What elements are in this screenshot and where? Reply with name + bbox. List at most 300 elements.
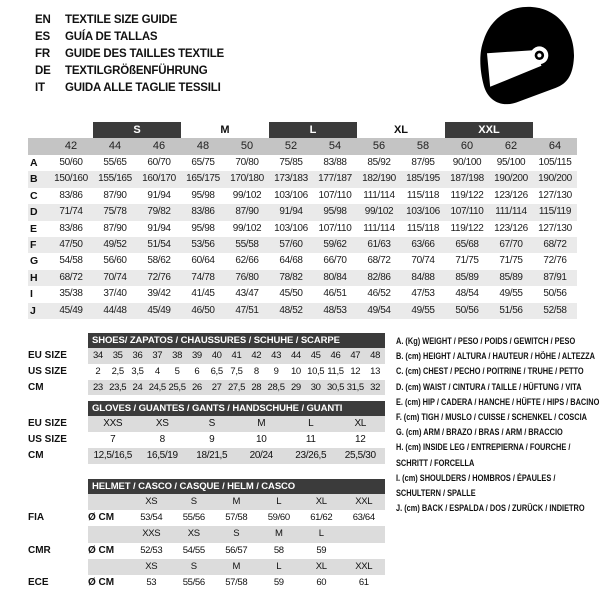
- helmet-value: 57/58: [225, 512, 248, 524]
- helmet-value: 59: [316, 544, 327, 556]
- size-col-header: 50: [225, 138, 269, 155]
- size-value: XS: [138, 416, 188, 432]
- size-value: 68/72: [367, 255, 391, 267]
- size-value: 182/190: [357, 171, 401, 187]
- lang-line-es: [35, 28, 224, 45]
- size-value: 68/72: [49, 270, 93, 286]
- size-col-header: 48: [181, 138, 225, 155]
- helmet-size: L: [258, 559, 301, 575]
- size-value: 48/52: [269, 303, 313, 319]
- size-value: 105/115: [538, 157, 572, 168]
- size-value: 72/76: [543, 255, 567, 267]
- size-value: 25,5/30: [336, 448, 386, 464]
- helmet-value: 61: [358, 576, 369, 588]
- size-value: 24: [128, 380, 148, 396]
- size-value: 12: [355, 434, 366, 445]
- helmet-size: XL: [300, 559, 343, 575]
- helmet-size: M: [258, 526, 301, 542]
- size-value: 71/75: [455, 255, 479, 267]
- size-value: 65/75: [191, 157, 215, 168]
- size-value: 18/21,5: [187, 448, 237, 464]
- size-value: 72/76: [137, 270, 181, 286]
- size-value: 10: [256, 434, 267, 445]
- size-value: 95/100: [496, 157, 526, 168]
- size-value: 38: [167, 348, 187, 364]
- spacer: [28, 494, 88, 510]
- size-value: 10,5: [307, 365, 325, 377]
- legend-line: C. (cm) CHEST / PECHO / POITRINE / TRUHE / PETTO: [396, 366, 584, 377]
- size-value: 91/94: [147, 222, 171, 234]
- row-label: D: [28, 204, 49, 220]
- size-value: 57/60: [269, 237, 313, 253]
- size-value: 107/110: [318, 222, 352, 234]
- helmet-size: L: [258, 494, 301, 510]
- size-band-l: L: [269, 122, 357, 138]
- size-value: 9: [273, 365, 279, 377]
- size-value: 48/53: [313, 303, 357, 319]
- helmet-value: 61/62: [310, 512, 333, 524]
- row-label: H: [28, 270, 49, 286]
- size-value: 107/110: [318, 189, 352, 201]
- helmet-value: 59/60: [267, 512, 290, 524]
- lang-code: IT: [35, 81, 45, 94]
- size-band-xl: XL: [393, 124, 409, 136]
- size-value: 60/70: [147, 157, 171, 168]
- row-label: B: [28, 171, 49, 187]
- size-value: 46/50: [181, 303, 225, 319]
- helmet-value: 57/58: [225, 576, 248, 588]
- size-value: 3,5: [131, 365, 144, 377]
- size-value: 25,5: [167, 380, 187, 396]
- size-value: 103/106: [401, 204, 445, 220]
- row-label: CMR: [28, 544, 51, 556]
- size-value: 49/55: [499, 288, 523, 300]
- spacer: [28, 559, 88, 575]
- size-col-header: 42: [49, 138, 93, 155]
- size-value: 67/70: [489, 237, 533, 253]
- row-label: CM: [28, 381, 44, 393]
- size-value: 32: [365, 380, 385, 396]
- size-value: 52/58: [533, 303, 577, 319]
- size-value: 87/90: [103, 222, 127, 234]
- size-value: 45/50: [279, 288, 303, 300]
- legend-line: G. (cm) ARM / BRAZO / BRAS / ARM / BRACCIO: [396, 427, 563, 438]
- helmet-value: 55/56: [182, 512, 205, 524]
- lang-text: GUÍA DE TALLAS: [65, 30, 158, 43]
- size-value: 95/98: [191, 222, 215, 234]
- size-value: 115/118: [406, 222, 440, 234]
- size-value: XXS: [88, 416, 138, 432]
- helmet-value: 55/56: [182, 576, 205, 588]
- size-value: 27,5: [227, 380, 247, 396]
- helmet-size: S: [215, 526, 258, 542]
- size-value: 87/90: [103, 189, 127, 201]
- size-value: 177/187: [313, 171, 357, 187]
- size-value: 23,5: [108, 380, 128, 396]
- row-label: I: [30, 288, 33, 301]
- helmet-size: S: [173, 494, 216, 510]
- size-value: 44/48: [93, 303, 137, 319]
- lang-line-it: [35, 79, 224, 96]
- row-label: C: [30, 189, 38, 202]
- size-value: S: [187, 416, 237, 432]
- size-value: 23/26,5: [286, 448, 336, 464]
- size-value: M: [237, 416, 287, 432]
- size-value: 59/62: [313, 237, 357, 253]
- helmet-value: [343, 543, 386, 559]
- helmet-size: M: [215, 494, 258, 510]
- diameter-unit-label: Ø CM: [88, 576, 115, 588]
- size-value: 66/70: [323, 255, 347, 267]
- gloves-table: [28, 401, 385, 464]
- size-value: 173/183: [269, 171, 313, 187]
- size-value: 11: [305, 434, 316, 445]
- helmet-table-title: HELMET / CASCO / CASQUE / HELM / CASCO: [88, 479, 385, 494]
- size-value: 48: [365, 348, 385, 364]
- size-value: 37/40: [103, 288, 127, 300]
- size-value: 155/165: [93, 171, 137, 187]
- size-value: 99/102: [357, 204, 401, 220]
- size-band-m: M: [220, 124, 230, 136]
- size-value: 53/56: [181, 237, 225, 253]
- size-value: 62/66: [235, 255, 259, 267]
- helmet-size: L: [300, 526, 343, 542]
- row-label: E: [30, 222, 38, 235]
- size-value: 24,5: [147, 380, 167, 396]
- size-value: 46/51: [323, 288, 347, 300]
- size-value: 99/102: [232, 222, 262, 234]
- size-value: 91/94: [147, 189, 171, 201]
- diameter-unit-label: Ø CM: [88, 544, 115, 556]
- helmet-size: XXS: [130, 526, 173, 542]
- size-value: 74/78: [181, 270, 225, 286]
- size-value: 78/82: [269, 270, 313, 286]
- helmet-value: 56/57: [225, 544, 248, 556]
- size-value: 127/130: [538, 189, 572, 201]
- lang-code: DE: [35, 64, 51, 77]
- size-value: 79/82: [137, 204, 181, 220]
- row-label: US SIZE: [28, 365, 67, 377]
- size-value: 87/91: [533, 270, 577, 286]
- size-value: 43: [266, 348, 286, 364]
- size-value: 50/60: [59, 157, 83, 168]
- size-value: 165/175: [181, 171, 225, 187]
- size-col-header: 44: [93, 138, 137, 155]
- legend-line: E. (cm) HIP / CADERA / HANCHE / HÜFTE / HIPS / BACINO: [396, 396, 600, 407]
- size-value: 54/58: [59, 255, 83, 267]
- size-value: 9: [209, 434, 215, 445]
- size-value: 46: [326, 348, 346, 364]
- spacer: [88, 559, 130, 575]
- size-value: 82/86: [357, 270, 401, 286]
- size-value: 123/126: [494, 189, 528, 201]
- size-value: 150/160: [49, 171, 93, 187]
- size-band-s: S: [93, 122, 181, 138]
- size-value: 65/68: [445, 237, 489, 253]
- lang-text: GUIDA ALLE TAGLIE TESSILI: [65, 81, 221, 94]
- row-label: G: [30, 255, 39, 268]
- row-label: ECE: [28, 576, 49, 588]
- size-value: 27: [207, 380, 227, 396]
- size-value: 35: [108, 348, 128, 364]
- lang-code: FR: [35, 47, 50, 60]
- size-value: 50/56: [543, 288, 567, 300]
- size-value: 127/130: [538, 222, 572, 234]
- size-value: 70/74: [411, 255, 435, 267]
- helmet-size: XS: [173, 526, 216, 542]
- size-value: 111/114: [363, 222, 395, 234]
- gloves-table-title: GLOVES / GUANTES / GANTS / HANDSCHUHE / GUANTI: [88, 401, 385, 416]
- legend-line: SCHRITT / FORCELLA: [396, 457, 475, 468]
- size-value: 83/88: [323, 157, 347, 168]
- lang-text: TEXTILGRÖßENFÜHRUNG: [65, 64, 208, 77]
- size-value: 123/126: [494, 222, 528, 234]
- helmet-value: 58: [273, 544, 284, 556]
- size-col-header: 52: [269, 138, 313, 155]
- size-value: 68/72: [533, 237, 577, 253]
- size-value: 103/106: [274, 189, 308, 201]
- size-value: 170/180: [225, 171, 269, 187]
- size-value: 190/200: [489, 171, 533, 187]
- size-value: 85/89: [445, 270, 489, 286]
- row-label: US SIZE: [28, 434, 67, 445]
- helmet-value: 60: [316, 576, 327, 588]
- racing-helmet-icon: [472, 4, 590, 114]
- size-band-xxl: XXL: [445, 122, 533, 138]
- size-value: 99/102: [232, 189, 262, 201]
- spacer: [28, 526, 88, 542]
- row-label: EU SIZE: [28, 418, 67, 429]
- shoes-table: [28, 333, 385, 395]
- legend-line: A. (Kg) WEIGHT / PESO / POIDS / GEWITCH / PESO: [396, 336, 576, 346]
- size-value: 40: [207, 348, 227, 364]
- size-value: 58/62: [147, 255, 171, 267]
- main-size-table: [28, 122, 577, 319]
- band-spacer: [533, 122, 577, 138]
- helmet-size: XS: [130, 494, 173, 510]
- helmet-size: M: [215, 559, 258, 575]
- size-value: 63/66: [401, 237, 445, 253]
- size-value: 6: [194, 365, 200, 377]
- size-value: 76/80: [225, 270, 269, 286]
- size-value: 7: [110, 434, 116, 445]
- size-value: 115/119: [533, 204, 577, 220]
- size-value: 71/75: [499, 255, 523, 267]
- helmet-value: 52/53: [140, 544, 163, 556]
- size-value: L: [286, 416, 336, 432]
- shoes-table-title: SHOES/ ZAPATOS / CHAUSSURES / SCHUHE / SCARPE: [88, 333, 385, 348]
- helmet-value: 59: [273, 576, 284, 588]
- size-value: 51/54: [137, 237, 181, 253]
- size-value: 23: [88, 380, 108, 396]
- size-value: 51/56: [489, 303, 533, 319]
- row-label: J: [28, 303, 49, 319]
- size-value: 84/88: [401, 270, 445, 286]
- size-value: 47/53: [411, 288, 435, 300]
- size-value: 36: [128, 348, 148, 364]
- size-value: 95/98: [191, 189, 215, 201]
- size-value: 42: [246, 348, 266, 364]
- size-value: XL: [336, 416, 386, 432]
- spacer: [88, 494, 130, 510]
- row-label: EU SIZE: [28, 350, 67, 361]
- size-value: 70/80: [235, 157, 259, 168]
- size-col-header: 58: [401, 138, 445, 155]
- size-value: 34: [88, 348, 108, 364]
- size-col-header: 62: [489, 138, 533, 155]
- size-value: 47/50: [49, 237, 93, 253]
- size-value: 12,5/16,5: [88, 448, 138, 464]
- size-value: 71/74: [49, 204, 93, 220]
- row-label: F: [28, 237, 49, 253]
- size-value: 115/118: [406, 189, 440, 201]
- size-value: 75/78: [93, 204, 137, 220]
- size-value: 56/60: [103, 255, 127, 267]
- size-value: 7,5: [230, 365, 243, 377]
- size-value: 10: [290, 365, 301, 377]
- size-value: 28,5: [266, 380, 286, 396]
- helmet-value: 54/55: [182, 544, 205, 556]
- helmet-size: [343, 526, 386, 542]
- size-value: 44: [286, 348, 306, 364]
- size-value: 55/58: [225, 237, 269, 253]
- size-value: 60/64: [191, 255, 215, 267]
- size-value: 83/86: [59, 189, 83, 201]
- size-col-header: 60: [445, 138, 489, 155]
- lang-code: ES: [35, 30, 50, 43]
- size-value: 119/122: [450, 222, 484, 234]
- size-value: 8: [253, 365, 259, 377]
- size-value: 45: [306, 348, 326, 364]
- legend-line: J. (cm) BACK / ESPALDA / DOS / ZURÜCK / INDIETRO: [396, 503, 585, 514]
- size-value: 20/24: [237, 448, 287, 464]
- size-value: 49/54: [357, 303, 401, 319]
- size-value: 87/90: [225, 204, 269, 220]
- size-value: 30: [306, 380, 326, 396]
- legend-line: B. (cm) HEIGHT / ALTURA / HAUTEUR / HÖHE / ALTEZZA: [396, 351, 595, 362]
- size-value: 49/55: [401, 303, 445, 319]
- size-col-header: 64: [533, 138, 577, 155]
- size-value: 91/94: [269, 204, 313, 220]
- legend-line: D. (cm) WAIST / CINTURA / TAILLE / HÜFTUNG / VITA: [396, 381, 582, 392]
- size-value: 50/56: [445, 303, 489, 319]
- size-value: 39: [187, 348, 207, 364]
- size-value: 26: [187, 380, 207, 396]
- size-value: 12: [350, 365, 361, 377]
- helmet-value: 63/64: [352, 512, 375, 524]
- size-value: 107/110: [445, 204, 489, 220]
- size-value: 47/51: [225, 303, 269, 319]
- size-value: 16,5/19: [138, 448, 188, 464]
- size-col-header-spacer: [28, 138, 49, 155]
- diameter-unit-label: Ø CM: [88, 512, 115, 524]
- size-value: 45/49: [137, 303, 181, 319]
- size-value: 61/63: [357, 237, 401, 253]
- size-value: 64/68: [279, 255, 303, 267]
- lang-line-de: [35, 62, 224, 79]
- size-value: 95/98: [313, 204, 357, 220]
- helmet-size: XS: [130, 559, 173, 575]
- helmet-value: 53/54: [140, 512, 163, 524]
- helmet-size: XL: [300, 494, 343, 510]
- size-value: 28: [246, 380, 266, 396]
- row-label: FIA: [28, 512, 45, 524]
- size-value: 190/200: [533, 171, 577, 187]
- size-value: 85/89: [489, 270, 533, 286]
- size-value: 11,5: [327, 365, 344, 377]
- size-value: 31,5: [345, 380, 365, 396]
- size-value: 35/38: [59, 288, 83, 300]
- size-value: 29: [286, 380, 306, 396]
- size-value: 41: [227, 348, 247, 364]
- size-value: 37: [147, 348, 167, 364]
- size-value: 8: [159, 434, 165, 445]
- helmet-table: [28, 479, 385, 591]
- size-value: 70/74: [93, 270, 137, 286]
- size-value: 47: [345, 348, 365, 364]
- lang-text: GUIDE DES TAILLES TEXTILE: [65, 47, 224, 60]
- measurement-legend: [396, 334, 600, 516]
- language-header: [35, 11, 224, 96]
- spacer: [88, 526, 130, 542]
- size-value: 49/52: [93, 237, 137, 253]
- size-value: 80/84: [313, 270, 357, 286]
- size-value: 83/86: [59, 222, 83, 234]
- size-value: 4: [154, 365, 160, 377]
- size-value: 75/85: [279, 157, 303, 168]
- lang-text: TEXTILE SIZE GUIDE: [65, 13, 178, 26]
- size-value: 185/195: [401, 171, 445, 187]
- size-value: 45/49: [49, 303, 93, 319]
- size-value: 111/114: [363, 189, 395, 201]
- lang-line-en: [35, 11, 224, 28]
- size-value: 6,5: [210, 365, 223, 377]
- size-value: 160/170: [137, 171, 181, 187]
- band-spacer: [28, 122, 93, 138]
- helmet-size: S: [173, 559, 216, 575]
- size-value: 39/42: [147, 288, 171, 300]
- size-value: 48/54: [455, 288, 479, 300]
- size-col-header: 56: [357, 138, 401, 155]
- lang-line-fr: [35, 45, 224, 62]
- size-value: 187/198: [445, 171, 489, 187]
- legend-line: F. (cm) TIGH / MUSLO / CUISSE / SCHENKEL / COSCIA: [396, 412, 587, 423]
- size-value: 119/122: [450, 189, 484, 201]
- size-value: 43/47: [235, 288, 259, 300]
- helmet-size: XXL: [343, 559, 386, 575]
- size-value: 55/65: [103, 157, 127, 168]
- size-value: 13: [370, 365, 381, 377]
- size-value: 5: [174, 365, 180, 377]
- helmet-size: XXL: [343, 494, 386, 510]
- size-value: 90/100: [452, 157, 482, 168]
- legend-line: H. (cm) INSIDE LEG / ENTREPIERNA / FOURCHE /: [396, 442, 571, 453]
- size-value: 2,5: [111, 365, 124, 377]
- size-value: 85/92: [367, 157, 391, 168]
- size-col-header: 54: [313, 138, 357, 155]
- size-value: 41/45: [191, 288, 215, 300]
- row-label: CM: [28, 450, 44, 461]
- legend-line: SCHULTERN / SPALLE: [396, 488, 476, 499]
- size-value: 2: [95, 365, 101, 377]
- lang-code: EN: [35, 13, 51, 26]
- size-col-header: 46: [137, 138, 181, 155]
- size-value: 46/52: [367, 288, 391, 300]
- legend-line: I. (cm) SHOULDERS / HOMBROS / ÉPAULES /: [396, 472, 556, 483]
- size-value: 111/114: [489, 204, 533, 220]
- size-value: 30,5: [326, 380, 346, 396]
- size-value: 103/106: [274, 222, 308, 234]
